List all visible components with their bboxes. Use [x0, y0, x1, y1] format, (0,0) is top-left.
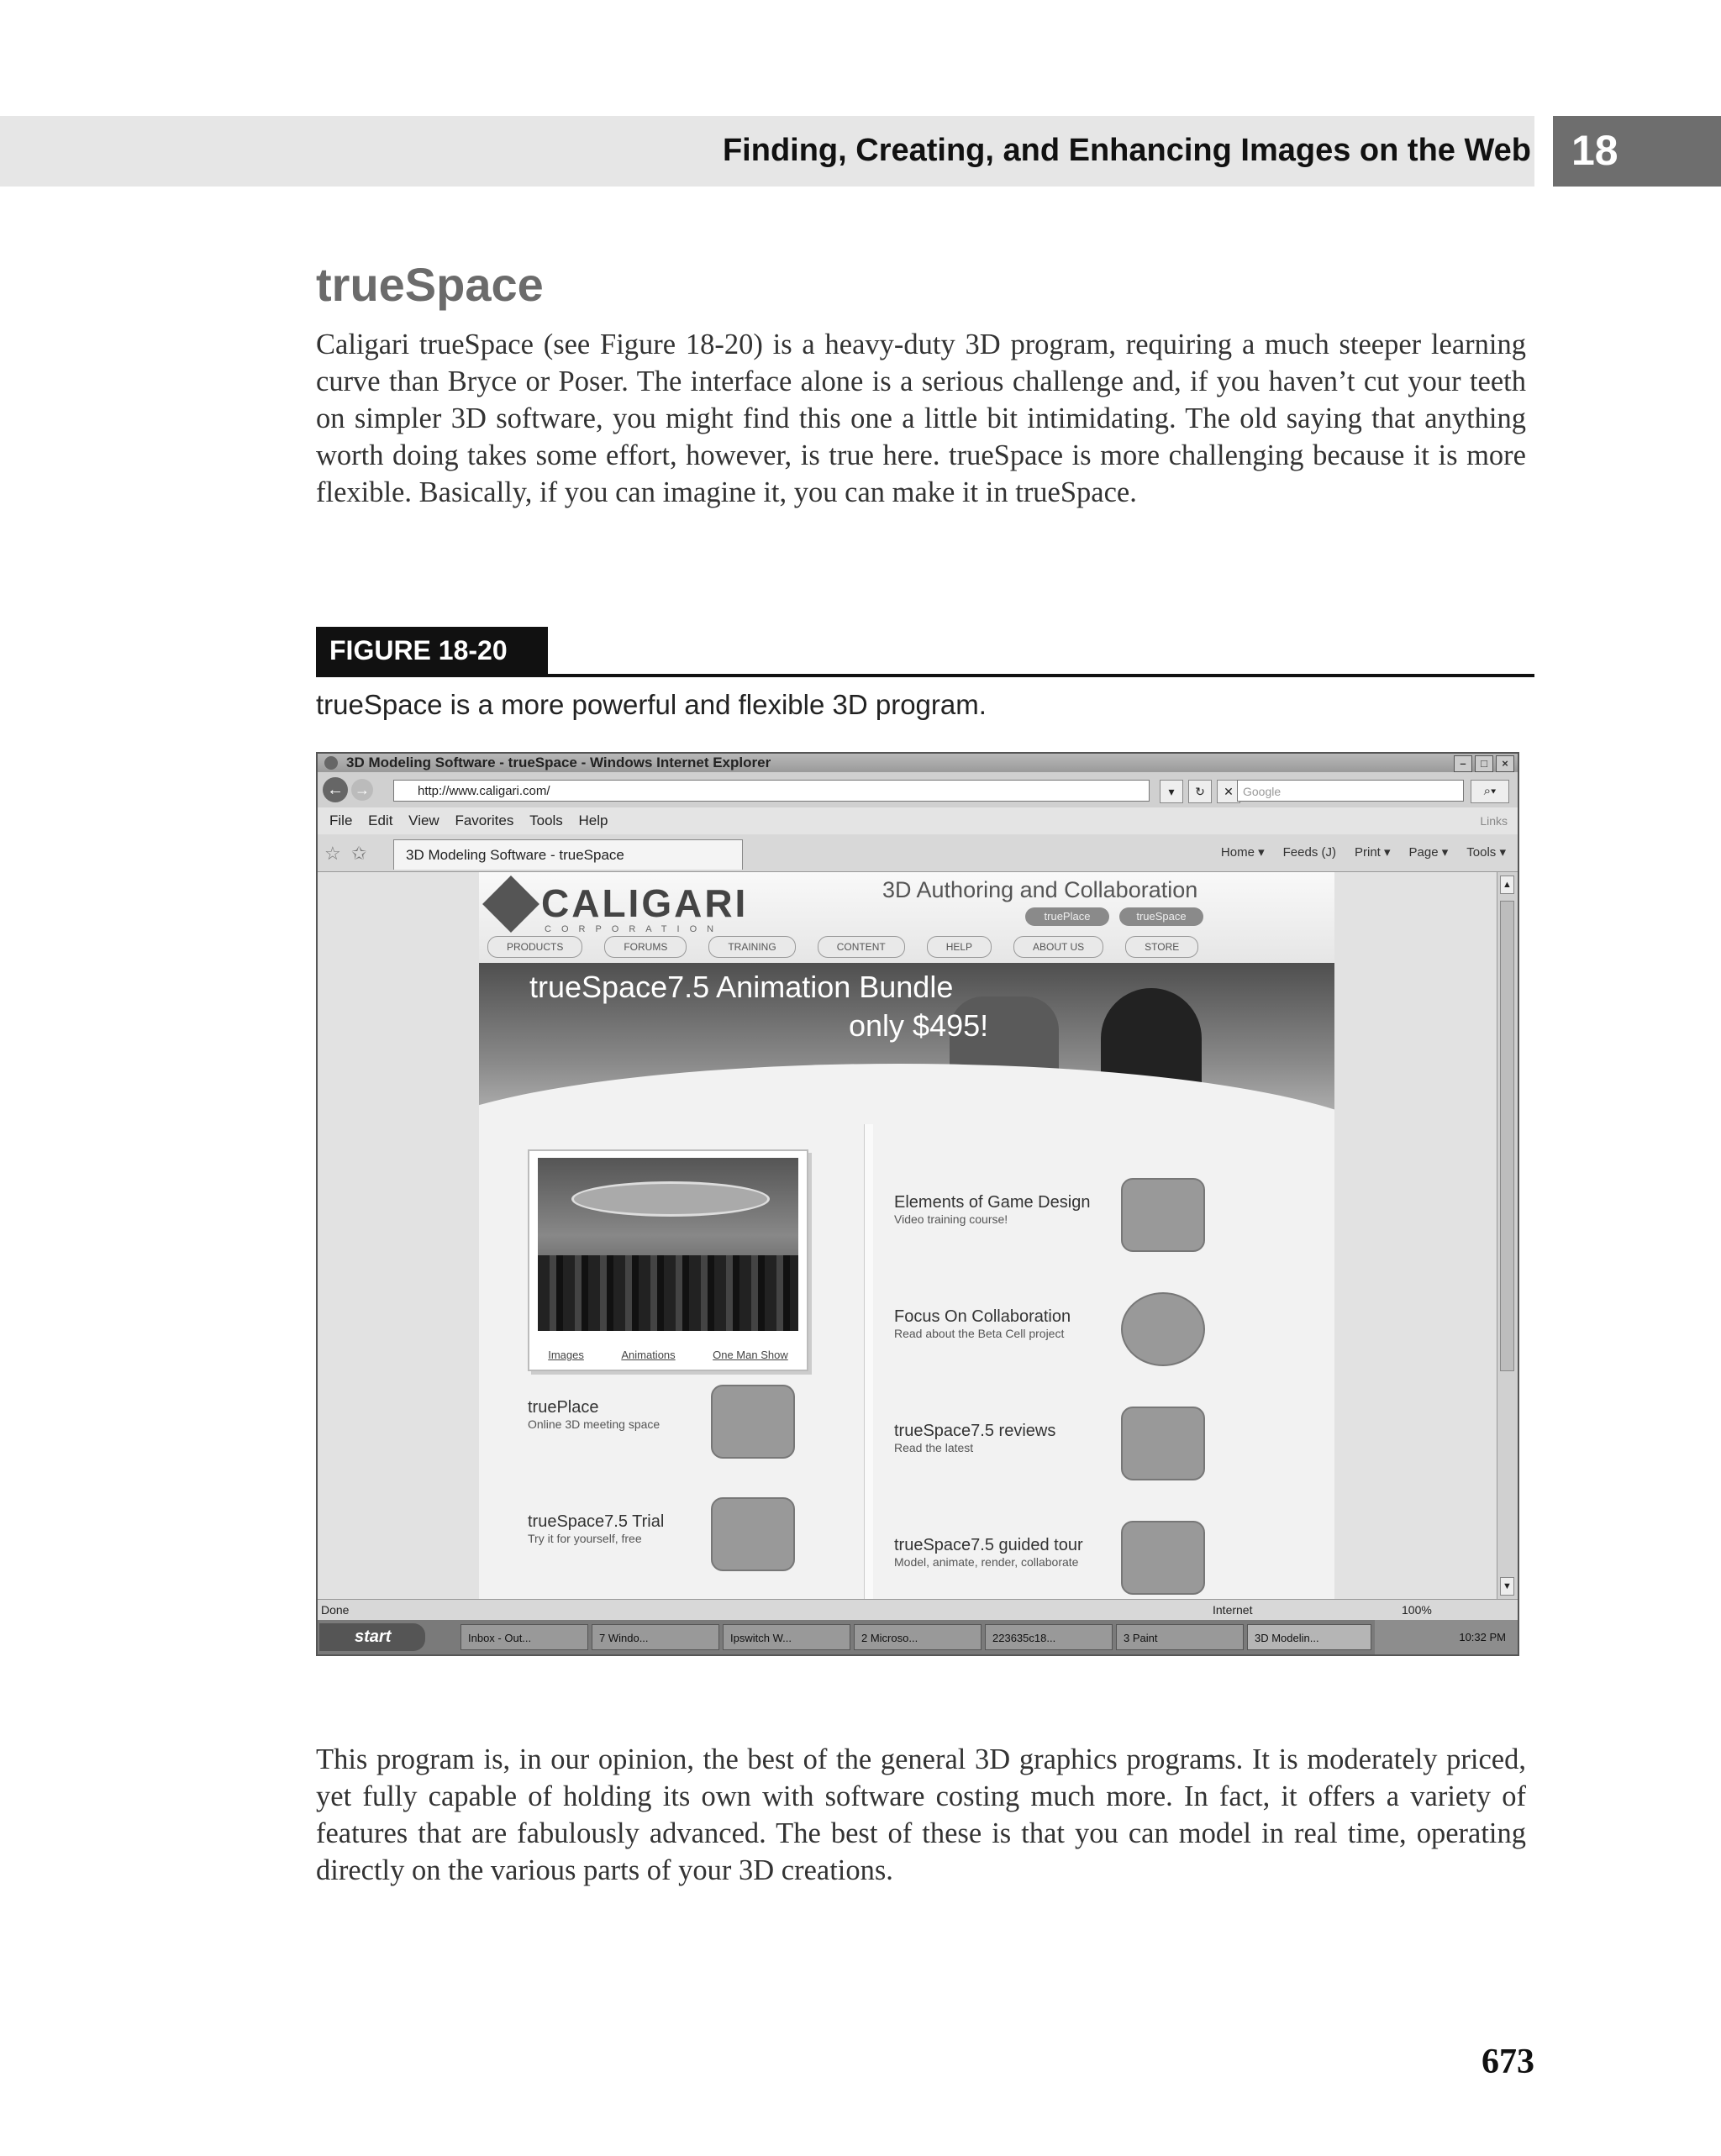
menu-bar — [318, 807, 1518, 834]
item-title: Elements of Game Design — [894, 1193, 1091, 1212]
favorites-star-icon[interactable]: ☆ — [324, 843, 341, 864]
game-design-thumbnail-icon[interactable] — [1121, 1178, 1205, 1252]
site-nav — [479, 936, 1334, 958]
pill-trueplace[interactable]: truePlace — [1025, 907, 1109, 926]
security-zone[interactable]: Internet — [1213, 1603, 1253, 1617]
list-item[interactable] — [528, 1398, 660, 1431]
clock[interactable]: 10:32 PM — [1459, 1631, 1506, 1643]
item-title: truePlace — [528, 1398, 599, 1417]
start-button[interactable]: start — [319, 1623, 425, 1651]
menu-tools[interactable]: Tools — [529, 812, 563, 828]
system-tray — [1375, 1620, 1518, 1654]
site-heading: 3D Authoring and Collaboration — [882, 877, 1198, 902]
caligari-logo-icon — [482, 876, 539, 933]
promo-banner[interactable] — [479, 963, 1334, 1131]
gallery-card — [528, 1149, 808, 1371]
search-input[interactable]: Google — [1237, 780, 1464, 802]
tools-button[interactable]: Tools ▾ — [1466, 845, 1506, 860]
taskbar-item[interactable]: Inbox - Out... — [461, 1624, 588, 1650]
item-subtitle: Read about the Beta Cell project — [894, 1327, 1065, 1340]
address-input[interactable]: http://www.caligari.com/ — [393, 780, 1150, 802]
scroll-up-icon[interactable]: ▲ — [1500, 876, 1514, 894]
taskbar-item-active[interactable]: 3D Modelin... — [1247, 1624, 1371, 1650]
forward-arrow-icon[interactable]: → — [351, 779, 373, 801]
nav-training[interactable]: TRAINING — [708, 936, 795, 958]
item-subtitle: Online 3D meeting space — [528, 1417, 661, 1431]
menu-help[interactable]: Help — [578, 812, 608, 828]
nav-help[interactable]: HELP — [927, 936, 992, 958]
taskbar-item[interactable]: 7 Windo... — [592, 1624, 719, 1650]
ufo-shape — [571, 1181, 770, 1217]
logo-subtext: CORPORATION — [545, 924, 724, 934]
windows-taskbar — [318, 1620, 1518, 1654]
trial-thumbnail-icon[interactable] — [711, 1497, 795, 1571]
chapter-number: 18 — [1571, 127, 1618, 174]
taskbar-item[interactable]: 223635c18... — [985, 1624, 1113, 1650]
list-item[interactable] — [894, 1422, 1055, 1454]
nav-products[interactable]: PRODUCTS — [487, 936, 582, 958]
list-item[interactable] — [894, 1307, 1071, 1340]
vertical-scrollbar[interactable] — [1497, 872, 1518, 1599]
print-button[interactable]: Print ▾ — [1355, 845, 1391, 860]
tour-thumbnail-icon[interactable] — [1121, 1521, 1205, 1595]
nav-store[interactable]: STORE — [1125, 936, 1198, 958]
close-icon[interactable]: × — [1496, 755, 1514, 772]
search-icon[interactable]: ⌕▾ — [1471, 780, 1509, 803]
figure-label: FIGURE 18-20 — [316, 627, 548, 674]
caligari-site — [479, 872, 1334, 1599]
section-title: trueSpace — [316, 258, 544, 311]
banner-price: only $495! — [849, 1008, 989, 1043]
item-title: trueSpace7.5 Trial — [528, 1512, 665, 1531]
taskbar-item[interactable]: Ipswitch W... — [723, 1624, 850, 1650]
browser-screenshot — [316, 752, 1519, 1656]
logo-text[interactable]: CALIGARI — [541, 881, 749, 925]
chapter-number-box — [1553, 116, 1721, 187]
scroll-thumb[interactable] — [1500, 901, 1514, 1371]
ie-logo-icon — [324, 756, 338, 770]
zoom-level[interactable]: 100% — [1402, 1603, 1432, 1617]
refresh-icon[interactable]: ↻ — [1188, 780, 1212, 803]
taskbar-item[interactable]: 3 Paint — [1116, 1624, 1244, 1650]
nav-forums[interactable]: FORUMS — [604, 936, 687, 958]
window-title: 3D Modeling Software - trueSpace - Windows Internet Explorer — [346, 755, 771, 770]
status-text: Done — [321, 1603, 350, 1617]
running-header-title: Finding, Creating, and Enhancing Images on the Web — [722, 133, 1531, 168]
stop-icon[interactable]: ✕ — [1217, 780, 1240, 803]
banner-title: trueSpace7.5 Animation Bundle — [529, 970, 954, 1004]
column-divider — [864, 1124, 873, 1599]
collaboration-thumbnail-icon[interactable] — [1121, 1292, 1205, 1366]
list-item[interactable] — [894, 1536, 1083, 1569]
item-subtitle: Read the latest — [894, 1441, 974, 1454]
page-viewport — [318, 872, 1518, 1599]
trueplace-thumbnail-icon[interactable] — [711, 1385, 795, 1459]
dropdown-icon[interactable]: ▾ — [1160, 780, 1183, 803]
feeds-button[interactable]: Feeds (J) — [1282, 845, 1336, 860]
minimize-icon[interactable]: – — [1454, 755, 1472, 772]
city-skyline — [538, 1255, 798, 1331]
status-bar — [318, 1599, 1518, 1620]
address-row — [318, 772, 1518, 807]
reviews-thumbnail-icon[interactable] — [1121, 1407, 1205, 1480]
window-title-bar — [318, 754, 1518, 772]
menu-file[interactable]: File — [329, 812, 353, 828]
page-number: 673 — [1482, 2043, 1534, 2081]
body-paragraph-1: Caligari trueSpace (see Figure 18-20) is a heavy-duty 3D program, requiring a much steeper learning curve than Bryce or Poser. The interface alone is a serious challenge and, if you haven’t cut your teeth on simpler 3D software, you might find this one a little bit intimidating. The old saying that anything worth doing takes some effort, however, is true here. trueSpace is more challenging because it is more flexible. Basically, if you can imagine it, you can make it in trueSpace. — [316, 329, 1526, 508]
menu-view[interactable]: View — [408, 812, 439, 828]
scroll-down-icon[interactable]: ▼ — [1500, 1577, 1514, 1596]
item-title: Focus On Collaboration — [894, 1307, 1071, 1326]
item-subtitle: Model, animate, render, collaborate — [894, 1555, 1079, 1569]
nav-about-us[interactable]: ABOUT US — [1013, 936, 1103, 958]
item-title: trueSpace7.5 reviews — [894, 1422, 1056, 1440]
home-button[interactable]: Home ▾ — [1220, 845, 1265, 860]
maximize-icon[interactable]: □ — [1475, 755, 1493, 772]
banner-swoop — [479, 1064, 1334, 1131]
tab-active[interactable]: 3D Modeling Software - trueSpace — [393, 839, 743, 870]
nav-content[interactable]: CONTENT — [818, 936, 905, 958]
body-paragraph-2: This program is, in our opinion, the best of the general 3D graphics programs. It is moderately priced, yet fully capable of holding its own with software costing much more. In fact, it offers a variety of features that are fabulously advanced. The best of these is that you can model in real time, operating directly on the various parts of your 3D creations. — [316, 1743, 1526, 1886]
item-subtitle: Video training course! — [894, 1212, 1008, 1226]
menu-favorites[interactable]: Favorites — [455, 812, 514, 828]
add-favorite-icon[interactable]: ✩ — [351, 843, 367, 864]
gallery-link-images[interactable]: Images — [548, 1349, 584, 1361]
page-button[interactable]: Page ▾ — [1408, 845, 1449, 860]
list-item[interactable] — [894, 1193, 1090, 1226]
item-subtitle: Try it for yourself, free — [528, 1532, 642, 1545]
tab-row — [318, 834, 1518, 872]
links-label[interactable]: Links — [1480, 814, 1508, 828]
list-item[interactable] — [528, 1512, 664, 1545]
figure-rule — [316, 674, 1534, 677]
gallery-link-animations[interactable]: Animations — [621, 1349, 676, 1361]
item-title: trueSpace7.5 guided tour — [894, 1536, 1083, 1554]
menu-edit[interactable]: Edit — [368, 812, 393, 828]
figure-caption: trueSpace is a more powerful and flexible 3D program. — [316, 689, 987, 720]
pill-truespace[interactable]: trueSpace — [1119, 907, 1203, 926]
gallery-link-one-man-show[interactable]: One Man Show — [713, 1349, 788, 1361]
taskbar-item[interactable]: 2 Microso... — [854, 1624, 982, 1650]
back-arrow-icon[interactable]: ← — [323, 777, 348, 802]
gallery-image[interactable] — [538, 1158, 798, 1331]
